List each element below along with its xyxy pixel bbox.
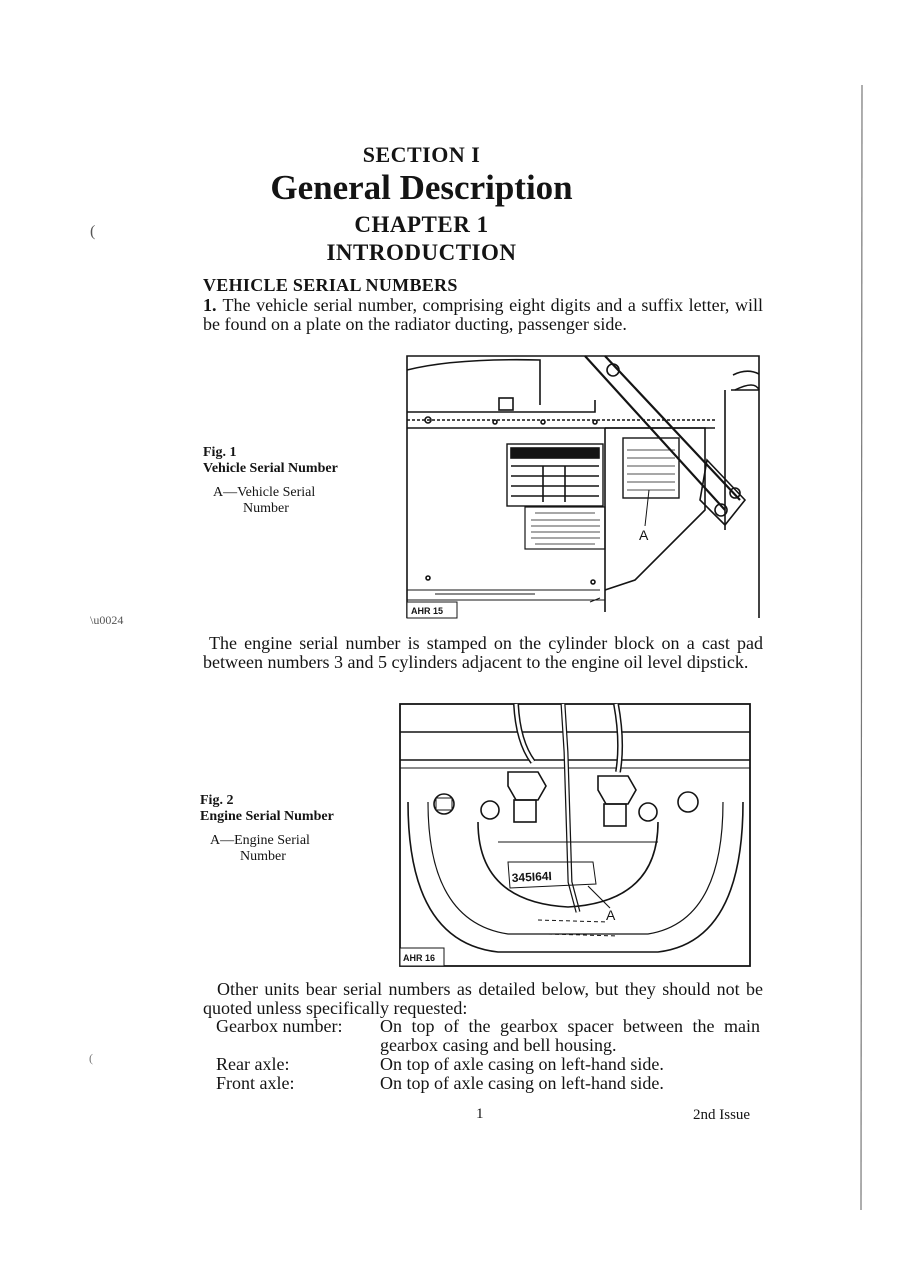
section-heading: SECTION I: [362, 142, 481, 167]
unit-row-front-axle: [216, 1074, 760, 1093]
chapter-heading: CHAPTER 1: [354, 212, 489, 237]
figure-1-title: Vehicle Serial Number: [203, 461, 338, 476]
figure-1-label: Fig. 1: [203, 445, 237, 460]
document-title: General Description: [270, 168, 573, 207]
unit-serial-list: [216, 1017, 760, 1093]
figure-1-legend-line1: A—Vehicle Serial: [213, 485, 316, 500]
figure-2-title: Engine Serial Number: [200, 809, 334, 824]
paragraph-2: The engine serial number is stamped on the cylinder block on a cast pad between numbers 3 and 5 cylinders adjacent to the engine oil level dipstick.: [203, 633, 763, 672]
unit-location: On top of the gearbox spacer between the main gearbox casing and bell housing.: [380, 1016, 760, 1055]
unit-location: On top of axle casing on left-hand side.: [380, 1073, 664, 1093]
unit-label: Front axle:: [216, 1073, 295, 1093]
subheading: VEHICLE SERIAL NUMBERS: [203, 275, 458, 295]
figure-2-caption: [200, 793, 334, 865]
paragraph-3: Other units bear serial numbers as detailed below, but they should not be quoted unless specifically requested:: [203, 979, 763, 1018]
figure-2-code: AHR 16: [403, 953, 436, 963]
figure-1-illustration: [395, 350, 767, 625]
issue-label: 2nd Issue: [693, 1107, 751, 1123]
unit-location: On top of axle casing on left-hand side.: [380, 1054, 664, 1074]
svg-text:(: (: [90, 223, 96, 240]
figure-2-label: Fig. 2: [200, 793, 234, 808]
figure-1-code: AHR 15: [411, 606, 444, 616]
engine-stamp-number: 345I64I: [511, 868, 553, 885]
unit-row-gearbox: [216, 1017, 760, 1055]
svg-text:\u0024: \u0024: [90, 613, 124, 627]
chapter-title: INTRODUCTION: [326, 240, 517, 265]
figure-2-legend-line1: A—Engine Serial: [210, 833, 310, 848]
unit-row-rear-axle: [216, 1055, 760, 1074]
paragraph-number: 1.: [203, 295, 217, 315]
figure-2-legend-line2: Number: [240, 849, 286, 864]
svg-text:(: (: [89, 1051, 93, 1065]
paragraph-1: [203, 296, 763, 334]
unit-label: Gearbox number:: [216, 1016, 343, 1036]
figure-2-callout: A: [606, 907, 616, 923]
figure-1-caption: [203, 445, 338, 517]
figure-2-illustration: [398, 702, 754, 970]
figure-1-legend-line2: Number: [243, 501, 289, 516]
page-number: 1: [476, 1106, 484, 1122]
figure-1-callout: A: [639, 527, 649, 543]
paragraph-1-text: The vehicle serial number, comprising eight digits and a suffix letter, will be found on a plate on the radiator ducting, passenger side.: [203, 295, 763, 334]
unit-label: Rear axle:: [216, 1054, 290, 1074]
